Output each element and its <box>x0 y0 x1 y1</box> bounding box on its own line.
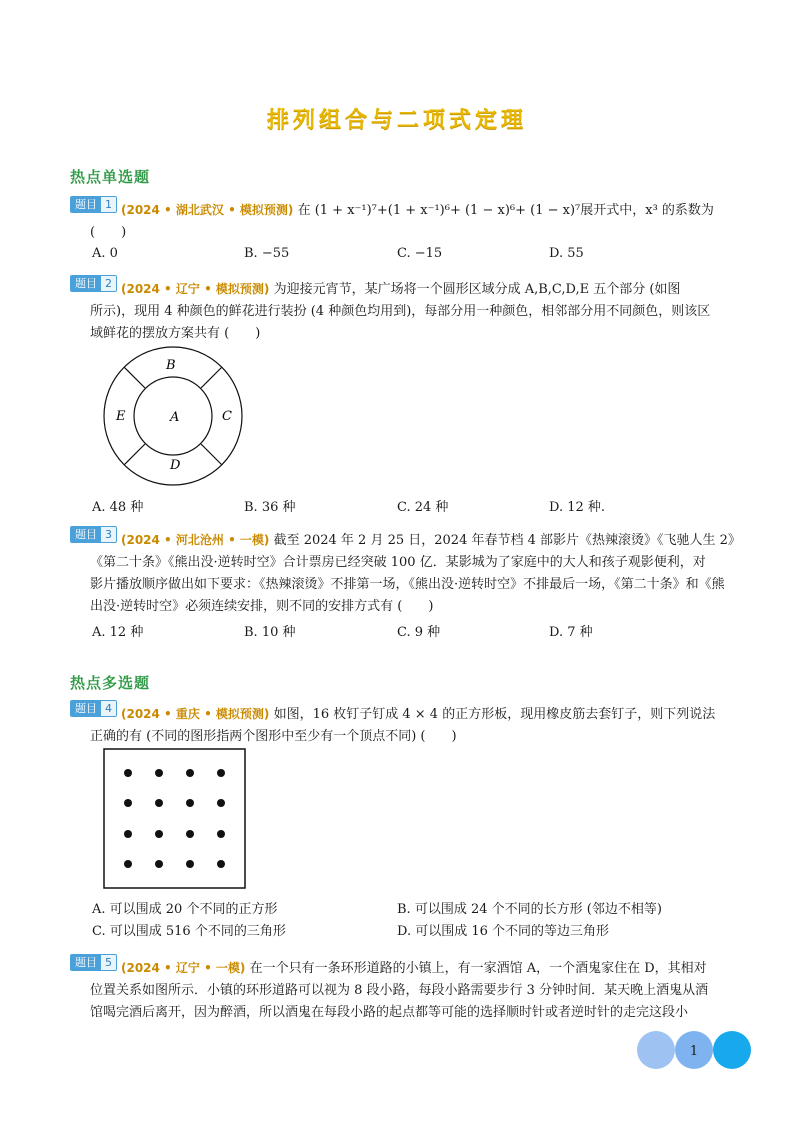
peg <box>155 799 163 807</box>
question-stem-cont: 所示)，现用 4 种颜色的鲜花进行装扮 (4 种颜色均用到)，每部分用一种颜色，相邻部分用不同颜色，则该区 <box>90 304 711 319</box>
option-c: C. −15 <box>397 246 443 261</box>
peg <box>155 769 163 777</box>
peg <box>124 769 132 777</box>
option-c: C. 可以围成 516 个不同的三角形 <box>92 924 286 939</box>
peg <box>186 860 194 868</box>
options-q2 <box>92 496 752 516</box>
page-title: 排列组合与二项式定理 <box>266 108 527 133</box>
option-a: A. 12 种 <box>92 625 144 640</box>
region-label-d: D <box>170 458 181 473</box>
option-c: C. 9 种 <box>397 625 441 640</box>
question-source: (2024 • 重庆 • 模拟预测) <box>121 707 270 721</box>
peg <box>217 860 225 868</box>
section-heading-single: 热点单选题 <box>70 168 151 186</box>
peg <box>124 860 132 868</box>
peg <box>124 799 132 807</box>
option-d: D. 7 种 <box>549 625 593 640</box>
peg <box>217 830 225 838</box>
option-a: A. 48 种 <box>92 500 144 515</box>
question-stem: 为迎接元宵节，某广场将一个圆形区域分成 A,B,C,D,E 五个部分 (如图 <box>273 282 681 297</box>
option-b: B. 可以围成 24 个不同的长方形 (邻边不相等) <box>397 902 662 917</box>
page-number: 1 <box>689 1044 699 1059</box>
question-source: (2024 • 辽宁 • 一模) <box>121 961 246 975</box>
option-d: D. 55 <box>549 246 584 261</box>
options-q4 <box>92 899 732 943</box>
question-tag: 题目 2 <box>70 275 117 292</box>
question-source: (2024 • 辽宁 • 模拟预测) <box>121 282 270 296</box>
question-stem-cont: 域鲜花的摆放方案共有 ( ) <box>90 326 261 341</box>
question-stem-cont: 出没·逆转时空》必须连续安排，则不同的安排方式有 ( ) <box>90 599 434 614</box>
section-heading-multi: 热点多选题 <box>70 674 151 692</box>
question-stem: 在 (1 + x⁻¹)⁷+(1 + x⁻¹)⁶+ (1 − x)⁶+ (1 − x)⁷展开式中，x³ 的系数为 <box>297 203 714 218</box>
page-number-badge <box>636 1030 756 1070</box>
option-a: A. 0 <box>92 246 118 261</box>
option-b: B. 36 种 <box>244 500 296 515</box>
option-b: B. 10 种 <box>244 625 296 640</box>
question-4 <box>70 700 730 748</box>
option-d: D. 12 种. <box>549 500 606 515</box>
peg-board-figure <box>103 748 247 890</box>
question-source: (2024 • 河北沧州 • 一模) <box>121 533 270 547</box>
ring-figure <box>100 345 246 487</box>
question-5 <box>70 954 730 1024</box>
question-tag: 题目 1 <box>70 196 117 213</box>
question-stem-cont: 正确的有 (不同的图形指两个图形中至少有一个顶点不同) ( ) <box>90 729 457 744</box>
peg <box>186 830 194 838</box>
question-stem-cont: 影片播放顺序做出如下要求：《热辣滚烫》不排第一场，《熊出没·逆转时空》不排最后一场，《第二十条》和《熊 <box>90 577 725 592</box>
option-c: C. 24 种 <box>397 500 449 515</box>
peg <box>217 799 225 807</box>
question-3 <box>70 526 741 618</box>
question-stem-cont: 《第二十条》《熊出没·逆转时空》合计票房已经突破 100 亿．某影城为了家庭中的大人和孩子观影便利，对 <box>90 555 706 570</box>
question-stem: 截至 2024 年 2 月 25 日，2024 年春节档 4 部影片《热辣滚烫》《飞驰人生 2》 <box>273 533 741 548</box>
region-label-e: E <box>116 409 126 424</box>
peg <box>186 799 194 807</box>
question-stem: 如图，16 枚钉子钉成 4 × 4 的正方形板，现用橡皮筋去套钉子，则下列说法 <box>273 707 716 722</box>
option-d: D. 可以围成 16 个不同的等边三角形 <box>397 924 610 939</box>
peg <box>124 830 132 838</box>
peg <box>155 830 163 838</box>
question-stem: 在一个只有一条环形道路的小镇上，有一家酒馆 A，一个酒鬼家住在 D，其相对 <box>249 961 707 976</box>
question-tag: 题目 3 <box>70 526 117 543</box>
question-stem-cont: 位置关系如图所示．小镇的环形道路可以视为 8 段小路，每段小路需要步行 3 分钟时间．某天晚上酒鬼从酒 <box>90 983 709 998</box>
options-q3 <box>92 621 752 641</box>
peg <box>186 769 194 777</box>
question-tag: 题目 5 <box>70 954 117 971</box>
option-a: A. 可以围成 20 个不同的正方形 <box>92 902 278 917</box>
option-b: B. −55 <box>244 246 290 261</box>
question-source: (2024 • 湖北武汉 • 模拟预测) <box>121 203 294 217</box>
question-tag: 题目 4 <box>70 700 117 717</box>
region-label-c: C <box>222 409 232 424</box>
region-label-a: A <box>170 410 180 425</box>
question-2 <box>70 275 730 345</box>
question-stem-cont: ( ) <box>90 225 127 240</box>
peg <box>155 860 163 868</box>
question-stem-cont: 馆喝完酒后离开，因为醉酒，所以酒鬼在每段小路的起点都等可能的选择顺时针或者逆时针的走完这段小 <box>90 1005 689 1020</box>
options-q1 <box>92 246 752 266</box>
region-label-b: B <box>166 358 176 373</box>
question-1 <box>70 196 730 244</box>
peg <box>217 769 225 777</box>
